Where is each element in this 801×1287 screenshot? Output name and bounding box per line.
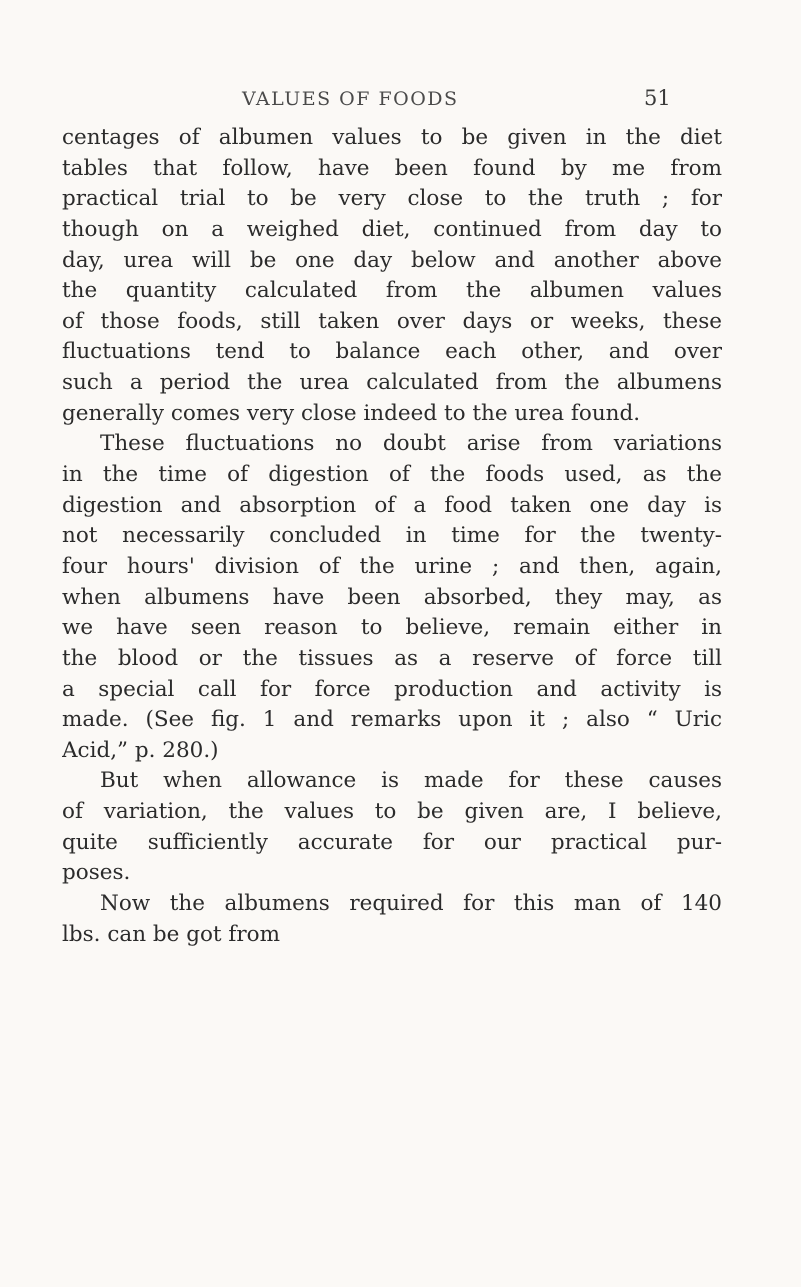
text-line: when albumens have been absorbed, they may, as <box>62 584 722 610</box>
text-line: tables that follow, have been found by me from <box>62 155 722 181</box>
text-line: of variation, the values to be given are, I believe, <box>62 799 722 825</box>
text-line: a special call for force production and activity is <box>62 676 722 702</box>
text-line: fluctuations tend to balance each other, and over <box>62 339 722 365</box>
text-line: though on a weighed diet, continued from day to <box>62 216 722 242</box>
text-line: such a period the urea calculated from the albumens <box>62 370 722 396</box>
body-text <box>62 123 722 950</box>
text-line: we have seen reason to believe, remain either in <box>62 615 722 641</box>
page-header <box>0 88 801 118</box>
text-line: practical trial to be very close to the truth ; for <box>62 186 722 212</box>
paragraph-start-line: But when allowance is made for these causes <box>100 768 722 794</box>
text-line: the quantity calculated from the albumen values <box>62 278 722 304</box>
text-line: quite sufficiently accurate for our practical pur- <box>62 829 722 855</box>
text-line: Acid,” p. 280.) <box>62 737 219 763</box>
text-line: generally comes very close indeed to the urea found. <box>62 400 641 426</box>
text-line: made. (See fig. 1 and remarks upon it ; also “ Uric <box>62 707 722 733</box>
text-line: poses. <box>62 860 131 886</box>
text-line: of those foods, still taken over days or weeks, these <box>62 308 722 334</box>
running-title: VALUES OF FOODS <box>242 88 459 110</box>
text-line: centages of albumen values to be given in the diet <box>62 125 722 150</box>
text-line: not necessarily concluded in time for the twenty- <box>62 523 722 549</box>
text-line: digestion and absorption of a food taken one day is <box>62 492 722 518</box>
page-number: 51 <box>644 86 671 110</box>
paragraph-start-line: These fluctuations no doubt arise from variations <box>100 431 722 457</box>
text-line: the blood or the tissues as a reserve of force till <box>62 645 722 671</box>
text-line: lbs. can be got from <box>62 921 280 947</box>
paragraph-start-line: Now the albumens required for this man of 140 <box>100 891 722 917</box>
text-line: day, urea will be one day below and another above <box>62 247 722 273</box>
text-line: in the time of digestion of the foods used, as the <box>62 462 722 488</box>
text-line: four hours' division of the urine ; and then, again, <box>62 553 722 579</box>
